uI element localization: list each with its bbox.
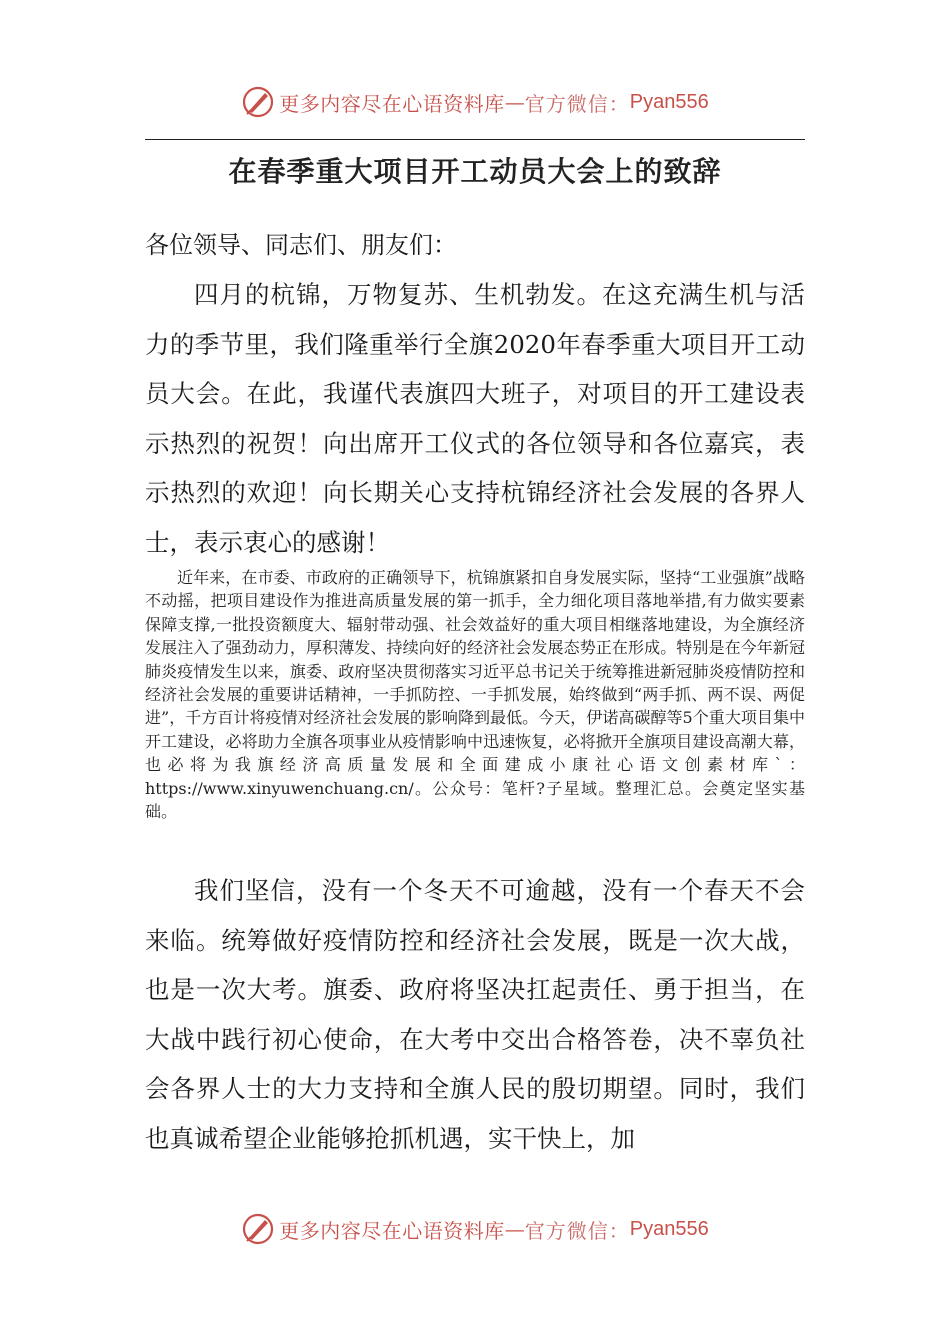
footer-brand-text: 更多内容尽在心语资料库 <box>279 1218 505 1243</box>
salutation: 各位领导、同志们、朋友们： <box>145 231 457 259</box>
footer-dash: — <box>504 1217 525 1241</box>
banner-dash: — <box>504 90 525 114</box>
banner-brand-text: 更多内容尽在心语资料库 <box>279 91 505 116</box>
header-banner <box>0 82 950 122</box>
footer-banner <box>0 1209 950 1249</box>
document-title: 在春季重大项目开工动员大会上的致辞 <box>228 155 722 188</box>
footer-official-label: 官方微信： <box>524 1218 630 1243</box>
banner-wechat-id: Pyan556 <box>629 90 709 113</box>
pen-logo-icon <box>241 1212 275 1246</box>
paragraph-3: 我们坚信，没有一个冬天不可逾越，没有一个春天不会来临。统筹做好疫情防控和经济社会发展，既是一次大战，也是一次大考。旗委、政府将坚决扛起责任、勇于担当，在大战中践行初心使命，在大考中交出合格答卷，决不辜负社会各界人士的大力支持和全旗人民的殷切期望。同时，我们也真诚希望企业能够抢抓机遇，实干快上，加 <box>145 876 805 1153</box>
banner-official-label: 官方微信： <box>524 91 630 116</box>
pen-logo-icon <box>241 85 275 119</box>
header-divider <box>145 139 805 140</box>
paragraph-1: 四月的杭锦，万物复苏、生机勃发。在这充满生机与活力的季节里，我们隆重举行全旗2020年春季重大项目开工动员大会。在此，我谨代表旗四大班子，对项目的开工建设表示热烈的祝贺！向出席开工仪式的各位领导和各位嘉宾，表示热烈的欢迎！向长期关心支持杭锦经济社会发展的各界人士，表示衷心的感谢！ <box>145 280 805 557</box>
paragraph-2: 近年来，在市委、市政府的正确领导下，杭锦旗紧扣自身发展实际，坚持“工业强旗”战略不动摇，把项目建设作为推进高质量发展的第一抓手，全力细化项目落地举措,有力做实要素保障支撑,一批投资额度大、辐射带动强、社会效益好的重大项目相继落地建设，为全旗经济发展注入了强劲动力，厚积薄发、持续向好的经济社会发展态势正在形成。特别是在今年新冠肺炎疫情发生以来，旗委、政府坚决贯彻落实习近平总书记关于统筹推进新冠肺炎疫情防控和经济社会发展的重要讲话精神，一手抓防控、一手抓发展，始终做到“两手抓、两不误、两促进”，千方百计将疫情对经济社会发展的影响降到最低。今天，伊诺高碳醇等5个重大项目集中开工建设，必将助力全旗各项事业从疫情影响中迅速恢复，必将掀开全旗项目建设高潮大幕，也必将为我旗经济高质量发展和全面建成小康社心语文创素材库`：https://www.xinyuwenchuang.cn/。公众号：笔杆?子星域。整理汇总。会奠定坚实基础。 <box>145 568 805 822</box>
footer-wechat-id: Pyan556 <box>629 1217 709 1240</box>
